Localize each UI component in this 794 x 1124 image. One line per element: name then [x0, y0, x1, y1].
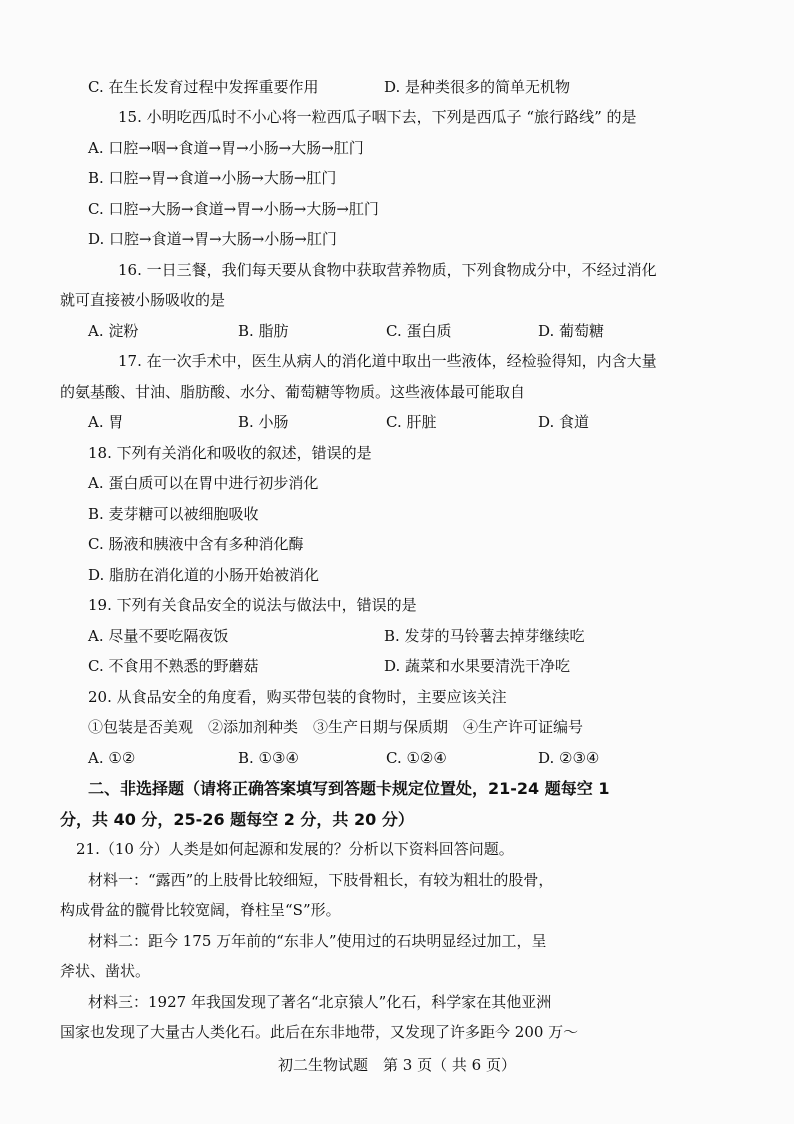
- section2-heading-line2: 分，共 40 分，25-26 题每空 2 分，共 20 分）: [60, 810, 414, 829]
- q16-options: [88, 316, 728, 346]
- page-footer: 初二生物试题 第 3 页（ 共 6 页）: [278, 1056, 516, 1074]
- q19-option-d: D. 蔬菜和水果要清洗干净吃: [384, 657, 571, 675]
- q19-option-a: A. 尽量不要吃隔夜饭: [88, 627, 229, 645]
- q21-material1-line1: 材料一：“露西”的上肢骨比较细短，下肢骨粗长，有较为粗壮的股骨，: [88, 871, 554, 889]
- q16-stem-line2: 就可直接被小肠吸收的是: [60, 291, 226, 309]
- q19-options-cd: [88, 651, 728, 681]
- q20-options: [88, 743, 728, 773]
- q16-option-c: C. 蛋白质: [386, 322, 452, 340]
- q21-material1-line2: 构成骨盆的髋骨比较宽阔，脊柱呈“S”形。: [60, 901, 341, 919]
- q19-options-ab: [88, 621, 728, 651]
- q17-option-d: D. 食道: [538, 413, 590, 431]
- q17-options: [88, 407, 728, 437]
- q18-option-d: D. 脂肪在消化道的小肠开始被消化: [88, 566, 320, 584]
- q21-material3-line2: 国家也发现了大量古人类化石。此后在东非地带，又发现了许多距今 200 万～: [60, 1023, 579, 1041]
- q21-material2-line2: 斧状、凿状。: [60, 962, 151, 980]
- q20-option-d: D. ②③④: [538, 749, 600, 767]
- q21-stem: 21.（10 分）人类是如何起源和发展的？分析以下资料回答问题。: [76, 840, 514, 858]
- q18-option-c: C. 肠液和胰液中含有多种消化酶: [88, 535, 304, 553]
- q17-option-b: B. 小肠: [238, 413, 289, 431]
- q15-stem: 15. 小明吃西瓜时不小心将一粒西瓜子咽下去，下列是西瓜子 “旅行路线” 的是: [118, 108, 637, 126]
- q15-option-d: D. 口腔→食道→胃→大肠→小肠→肛门: [88, 230, 337, 248]
- q20-items: ①包装是否美观 ②添加剂种类 ③生产日期与保质期 ④生产许可证编号: [88, 718, 584, 736]
- q14-options-cd: [88, 72, 728, 102]
- q20-option-b: B. ①③④: [238, 749, 299, 767]
- q16-stem-line1: 16. 一日三餐，我们每天要从食物中获取营养物质，下列食物成分中，不经过消化: [118, 261, 657, 279]
- q15-option-b: B. 口腔→胃→食道→小肠→大肠→肛门: [88, 169, 337, 187]
- q17-option-a: A. 胃: [88, 413, 124, 431]
- q21-material3-line1: 材料三：1927 年我国发现了著名“北京猿人”化石，科学家在其他亚洲: [88, 993, 552, 1011]
- q19-option-b: B. 发芽的马铃薯去掉芽继续吃: [384, 627, 585, 645]
- q17-stem-line2: 的氨基酸、甘油、脂肪酸、水分、葡萄糖等物质。这些液体最可能取自: [60, 383, 526, 401]
- q15-option-a: A. 口腔→咽→食道→胃→小肠→大肠→肛门: [88, 139, 364, 157]
- q17-stem-line1: 17. 在一次手术中，医生从病人的消化道中取出一些液体，经检验得知，内含大量: [118, 352, 657, 370]
- q20-option-c: C. ①②④: [386, 749, 447, 767]
- q19-stem: 19. 下列有关食品安全的说法与做法中，错误的是: [88, 596, 417, 614]
- q14-option-c: C. 在生长发育过程中发挥重要作用: [88, 78, 319, 96]
- q15-option-c: C. 口腔→大肠→食道→胃→小肠→大肠→肛门: [88, 200, 379, 218]
- q16-option-d: D. 葡萄糖: [538, 322, 605, 340]
- q20-option-a: A. ①②: [88, 749, 136, 767]
- q18-option-b: B. 麦芽糖可以被细胞吸收: [88, 505, 259, 523]
- q21-material2-line1: 材料二：距今 175 万年前的“东非人”使用过的石块明显经过加工，呈: [88, 932, 547, 950]
- q20-stem: 20. 从食品安全的角度看，购买带包装的食物时，主要应该关注: [88, 688, 507, 706]
- q18-stem: 18. 下列有关消化和吸收的叙述，错误的是: [88, 444, 372, 462]
- q14-option-d: D. 是种类很多的简单无机物: [384, 78, 571, 96]
- q17-option-c: C. 肝脏: [386, 413, 437, 431]
- q16-option-a: A. 淀粉: [88, 322, 139, 340]
- q16-option-b: B. 脂肪: [238, 322, 289, 340]
- q18-option-a: A. 蛋白质可以在胃中进行初步消化: [88, 474, 319, 492]
- q19-option-c: C. 不食用不熟悉的野蘑菇: [88, 657, 259, 675]
- section2-heading-line1: 二、非选择题（请将正确答案填写到答题卡规定位置处，21-24 题每空 1: [88, 779, 610, 798]
